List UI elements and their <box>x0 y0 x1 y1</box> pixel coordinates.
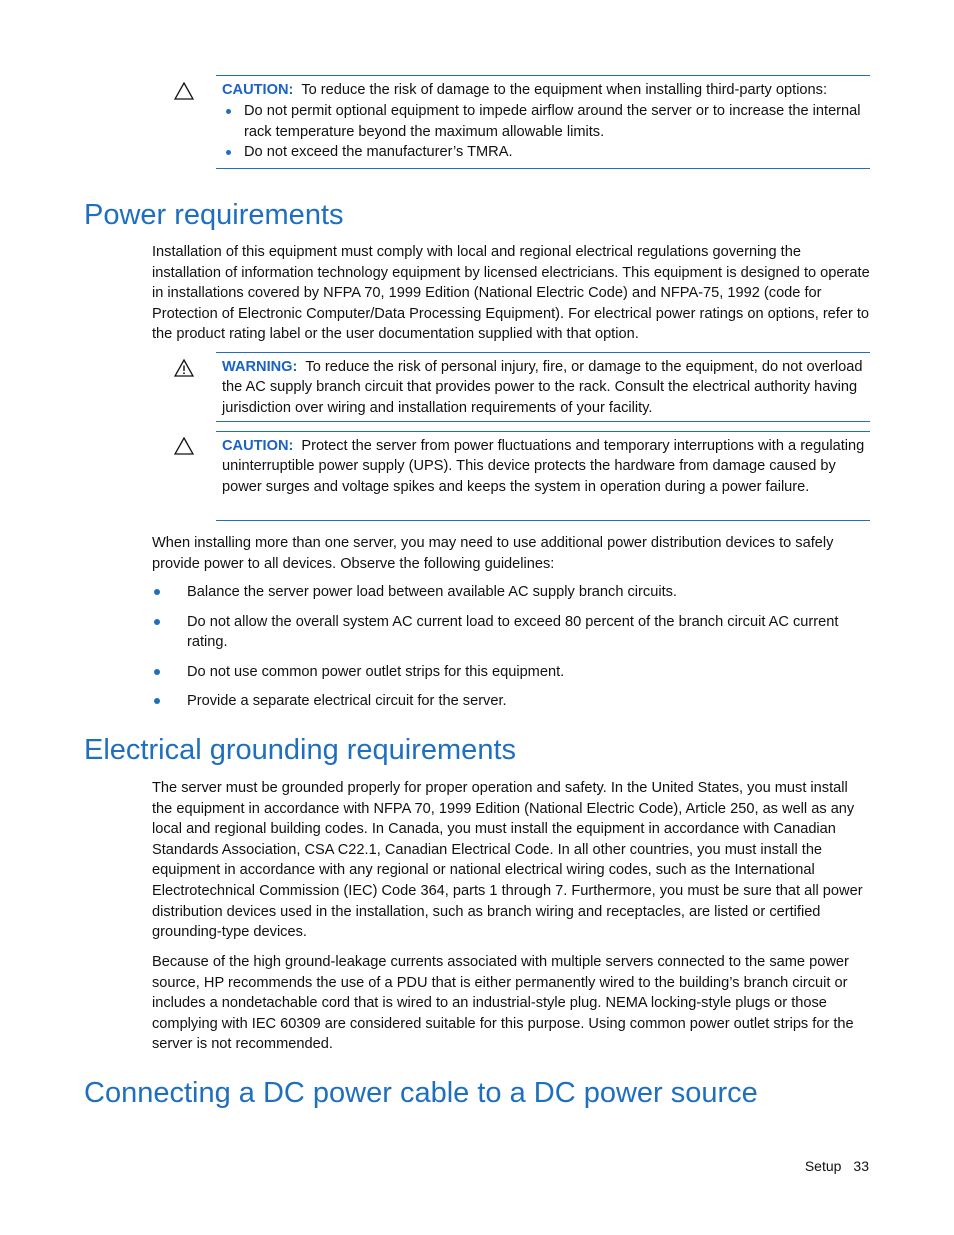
warning-label: WARNING: <box>222 359 298 375</box>
list-item: Do not allow the overall system AC current load to exceed 80 percent of the branch circuit AC current rating. <box>152 612 870 653</box>
warning-icon <box>174 359 194 377</box>
caution-box-top <box>216 75 870 169</box>
guidelines-list <box>152 582 870 721</box>
guidelines-intro: When installing more than one server, you may need to use additional power distribution devices to safely provide power to all devices. Observe the following guidelines: <box>152 535 834 572</box>
grounding-para-1: The server must be grounded properly for proper operation and safety. In the United States, you must install the equipment in accordance with NFPA 70, 1999 Edition (National Electric Code), Article 250, as well as any local and regional building codes. In Canada, you must install the equipment in accordance with Canadian Standards Association, CSA C22.1, Canadian Electrical Code. In all other countries, you must install the equipment in accordance with any regional or national electrical wiring codes, such as the International Electrotechnical Commission (IEC) Code 364, parts 1 through 7. Furthermore, you must be sure that all power distribution devices used in the installation, such as branch wiring and receptacles, are listed or certified grounding-type devices. <box>152 780 863 941</box>
bullet-icon <box>154 698 160 704</box>
section-heading-grounding: Electrical grounding requirements <box>84 734 516 766</box>
power-intro: Installation of this equipment must comply with local and regional electrical regulations governing the installation of information technology equipment by licensed electricians. This equipment is designed to operate in installations covered by NFPA 70, 1999 Edition (National Electric Code) and NFPA-75, 1992 (code for Protection of Electronic Computer/Data Processing Equipment). For electrical power ratings on options, refer to the product rating label or the user documentation supplied with that option. <box>152 244 870 343</box>
bullet-icon <box>154 619 160 625</box>
caution-box-power <box>216 431 870 521</box>
section-heading-dc: Connecting a DC power cable to a DC power source <box>84 1077 758 1109</box>
bullet-icon <box>154 589 160 595</box>
list-item: Do not exceed the manufacturer’s TMRA. <box>216 142 870 162</box>
page-number: 33 <box>853 1158 869 1174</box>
warning-text <box>216 357 870 418</box>
bullet-icon <box>226 150 231 155</box>
list-item: Do not permit optional equipment to impede airflow around the server or to increase the internal rack temperature beyond the maximum allowable limits. <box>216 101 870 142</box>
bullet-icon <box>154 669 160 675</box>
caution-list <box>216 101 870 162</box>
grounding-para-2: Because of the high ground-leakage currents associated with multiple servers connected to the same power source, HP recommends the use of a PDU that is either permanently wired to the building’s branch circuit or includes a nondetachable cord that is wired to an industrial-style plug. NEMA locking-style plugs or those complying with IEC 60309 are considered suitable for this purpose. Using common power outlet strips for the server is not recommended. <box>152 954 854 1053</box>
page-footer <box>805 1158 869 1174</box>
caution-label: CAUTION: <box>222 82 294 98</box>
caution-icon <box>174 437 194 455</box>
footer-section: Setup <box>804 1158 842 1174</box>
caution-body: Protect the server from power fluctuations and temporary interruptions with a regulating uninterruptible power supply (UPS). This device protects the hardware from damage caused by power surges and voltage spikes and keeps the system in operation during a power failure. <box>222 438 865 495</box>
caution-text <box>216 436 870 497</box>
warning-box <box>216 352 870 422</box>
section-heading-power: Power requirements <box>84 199 344 231</box>
list-item: Balance the server power load between available AC supply branch circuits. <box>152 582 870 603</box>
list-item: Provide a separate electrical circuit for the server. <box>152 691 870 712</box>
caution-body: To reduce the risk of damage to the equipment when installing third-party options: <box>301 82 828 98</box>
bullet-icon <box>226 109 231 114</box>
warning-body: To reduce the risk of personal injury, fire, or damage to the equipment, do not overload the AC supply branch circuit that provides power to the rack. Consult the electrical authority having jurisdiction over wiring and installation requirements of your facility. <box>222 359 863 416</box>
caution-text <box>216 80 870 100</box>
caution-label: CAUTION: <box>222 438 294 454</box>
caution-icon <box>174 82 194 100</box>
list-item: Do not use common power outlet strips for this equipment. <box>152 662 870 683</box>
